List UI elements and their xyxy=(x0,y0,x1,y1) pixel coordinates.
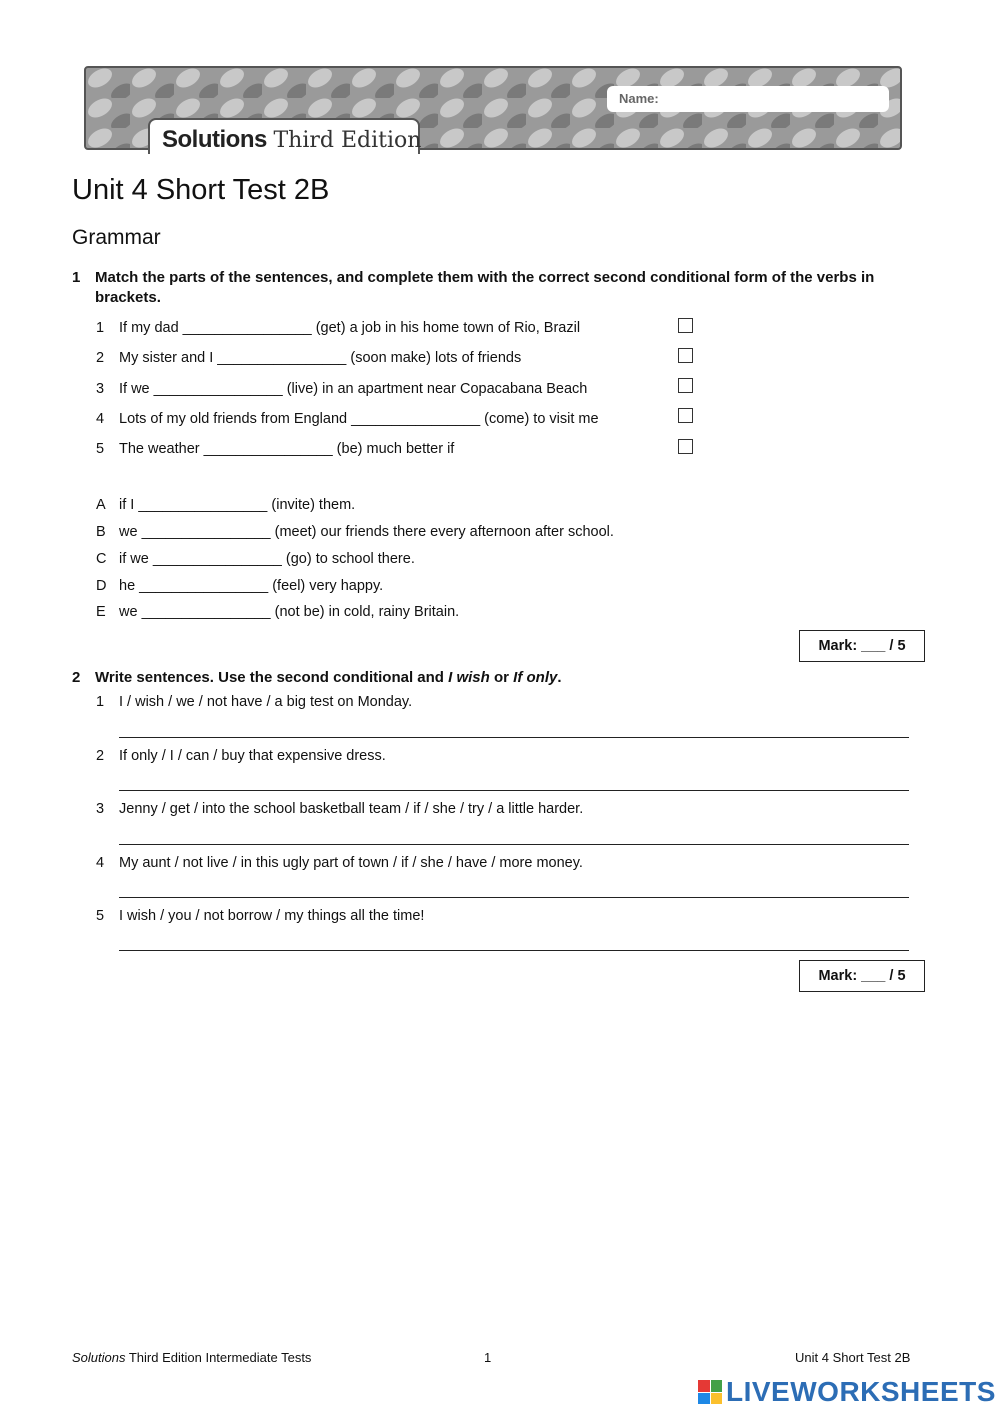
footer-right: Unit 4 Short Test 2B xyxy=(795,1350,911,1365)
name-label: Name: xyxy=(619,91,659,106)
match-checkbox[interactable] xyxy=(678,348,693,363)
brand-tab xyxy=(148,118,420,154)
match-checkbox[interactable] xyxy=(678,408,693,423)
question-1-instruction: Match the parts of the sentences, and complete them with the correct second conditional form of the verbs in brackets. xyxy=(95,269,875,306)
answer-line[interactable] xyxy=(119,950,909,951)
question-2-number: 2 xyxy=(72,669,81,686)
footer-left: Solutions Third Edition Intermediate Tests xyxy=(72,1350,312,1365)
match-checkbox[interactable] xyxy=(678,318,693,333)
answer-line[interactable] xyxy=(119,844,909,845)
mark-box-1[interactable]: Mark: ___ / 5 xyxy=(799,630,925,662)
name-field[interactable] xyxy=(607,86,889,112)
answer-line[interactable] xyxy=(119,737,909,738)
answer-line[interactable] xyxy=(119,790,909,791)
question-2-instruction: Write sentences. Use the second conditional and I wish or If only. xyxy=(95,669,562,686)
answer-line[interactable] xyxy=(119,897,909,898)
match-checkbox[interactable] xyxy=(678,378,693,393)
question-1-number: 1 xyxy=(72,269,81,286)
liveworksheets-icon xyxy=(698,1380,722,1404)
watermark-text: LIVEWORKSHEETS xyxy=(726,1376,996,1407)
mark-box-2[interactable]: Mark: ___ / 5 xyxy=(799,960,925,992)
liveworksheets-watermark xyxy=(698,1376,996,1408)
page-number: 1 xyxy=(484,1350,492,1365)
brand-logo: Solutions Third Edition xyxy=(162,126,422,153)
match-checkbox[interactable] xyxy=(678,439,693,454)
page-title: Unit 4 Short Test 2B xyxy=(72,174,330,206)
section-heading: Grammar xyxy=(72,226,161,249)
